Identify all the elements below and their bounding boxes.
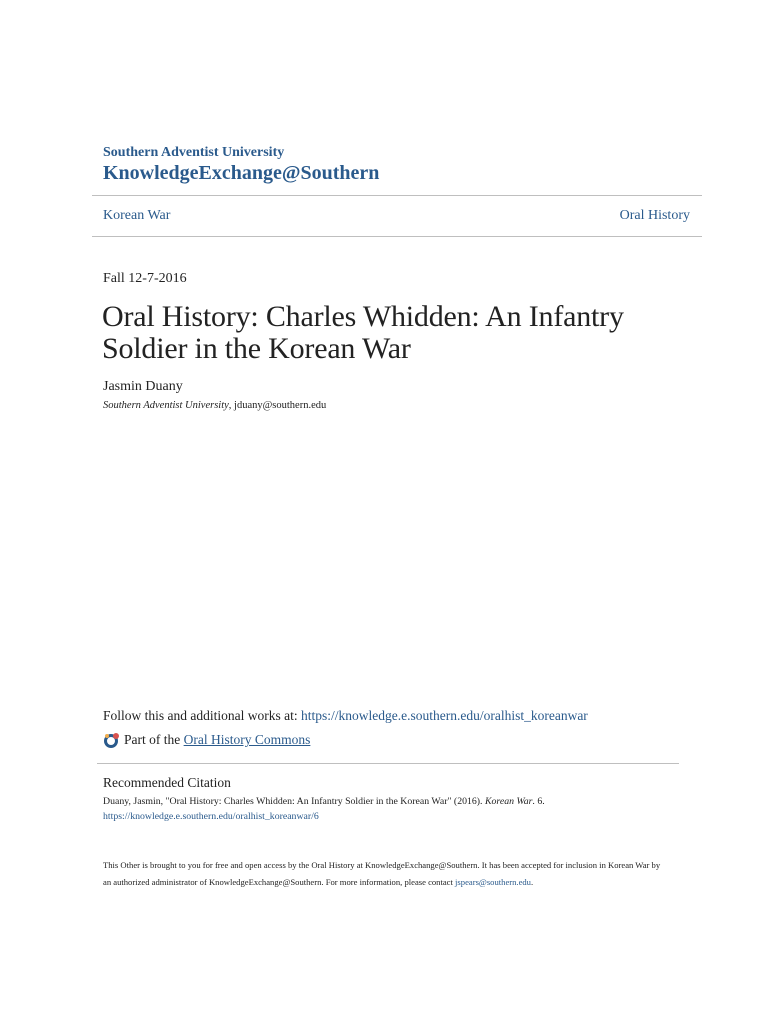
follow-label: Follow this and additional works at: [103,708,301,723]
repository-name[interactable]: KnowledgeExchange@Southern [103,162,380,184]
citation-text [103,796,545,807]
follow-line [103,708,588,724]
citation-body: Duany, Jasmin, "Oral History: Charles Whidden: An Infantry Soldier in the Korean War" (2016). [103,796,485,807]
author-name: Jasmin Duany [103,379,183,394]
citation-heading: Recommended Citation [103,775,231,790]
notice-text: This Other is brought to you for free and open access by the Oral History at KnowledgeExchange@Southern. It has been accepted for inclusion in Korean War by an authorized administrator of KnowledgeExchange@Southern. For more information, please contact [103,860,661,887]
document-title: Oral History: Charles Whidden: An Infantry Soldier in the Korean War [102,300,624,365]
series-link[interactable]: Oral History [619,208,690,223]
header-divider-top [92,195,702,196]
header-divider-bottom [92,236,702,237]
oral-history-commons-link[interactable]: Oral History Commons [183,732,311,747]
citation-divider [97,763,679,764]
part-of-line [103,732,310,748]
contact-email-link[interactable]: jspears@southern.edu [455,877,531,887]
part-of-label: Part of the [124,732,181,747]
university-name: Southern Adventist University [103,145,285,160]
notice-end: . [530,877,534,887]
affiliation-email: , jduany@southern.edu [228,400,327,411]
citation-number: . 6. [532,796,545,807]
follow-url-link[interactable]: https://knowledge.e.southern.edu/oralhist_koreanwar [301,708,588,723]
affiliation-name: Southern Adventist University [103,400,229,411]
citation-url-link[interactable]: https://knowledge.e.southern.edu/oralhist_koreanwar/6 [103,811,319,822]
author-affiliation [103,400,326,411]
citation-collection: Korean War [484,796,533,807]
access-notice [103,857,663,891]
network-commons-icon [103,732,121,748]
collection-link[interactable]: Korean War [103,208,171,223]
publication-date: Fall 12-7-2016 [103,271,187,286]
